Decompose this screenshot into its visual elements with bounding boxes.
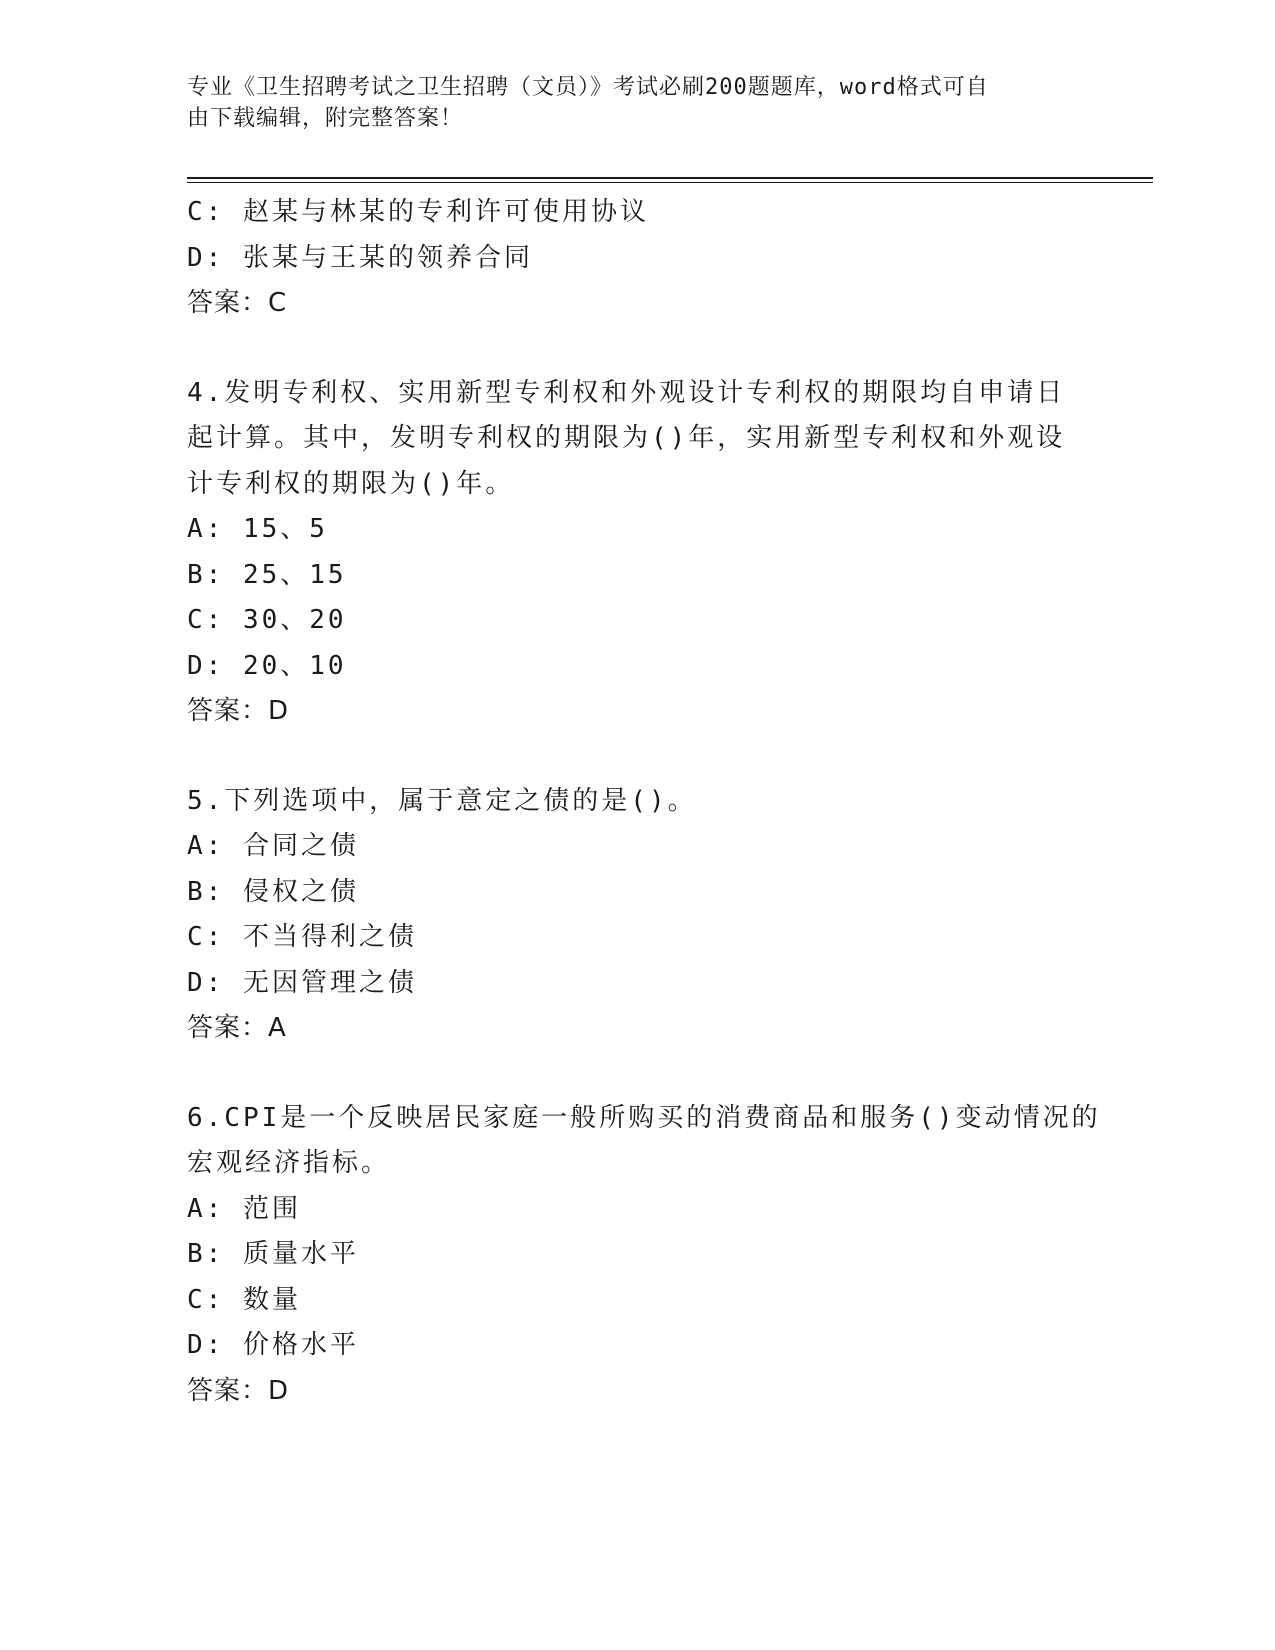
answer-label: 答案：C [187, 288, 288, 318]
option-d: D: 价格水平 [187, 1330, 359, 1360]
document-header [187, 72, 1067, 134]
answer-label: 答案：D [187, 696, 290, 726]
option-c: C: 赵某与林某的专利许可使用协议 [187, 197, 649, 227]
option-a: A: 合同之债 [187, 831, 359, 861]
question-block-4 [187, 371, 1087, 735]
question-block-3 [187, 190, 1087, 327]
option-a: A: 范围 [187, 1193, 301, 1224]
option-b: B: 侵权之债 [187, 876, 359, 907]
question-text-line: 宏观经济指标。 [187, 1148, 391, 1178]
answer-label: 答案：D [187, 1375, 290, 1406]
spacer [187, 735, 1087, 779]
option-c: C: 数量 [187, 1284, 301, 1315]
header-line-1: 专业《卫生招聘考试之卫生招聘（文员）》考试必刷200题题库，word格式可自 [187, 75, 989, 100]
option-d: D: 无因管理之债 [187, 967, 417, 998]
option-d: D: 20、10 [187, 650, 347, 681]
question-text-line: 起计算。其中，发明专利权的期限为()年，实用新型专利权和外观设 [187, 423, 1066, 453]
option-a: A: 15、5 [187, 514, 328, 544]
question-text-line: 6.CPI是一个反映居民家庭一般所购买的消费商品和服务()变动情况的 [187, 1102, 1101, 1133]
question-block-5 [187, 779, 1087, 1052]
spacer [187, 1052, 1087, 1096]
header-divider-thick [187, 177, 1153, 179]
question-text-line: 4.发明专利权、实用新型专利权和外观设计专利权的期限均自申请日 [187, 377, 1066, 408]
question-block-6 [187, 1096, 1101, 1415]
answer-label: 答案：A [187, 1013, 287, 1043]
option-d: D: 张某与王某的领养合同 [187, 242, 533, 273]
option-b: B: 25、15 [187, 559, 347, 590]
option-c: C: 不当得利之债 [187, 922, 417, 952]
spacer [187, 327, 1087, 371]
header-line-2: 由下载编辑，附完整答案！ [187, 106, 464, 131]
question-text-line: 5.下列选项中，属于意定之债的是()。 [187, 785, 697, 816]
question-text-line: 计专利权的期限为()年。 [187, 468, 515, 499]
option-b: B: 质量水平 [187, 1239, 359, 1269]
option-c: C: 30、20 [187, 605, 347, 635]
question-list [187, 190, 1101, 1414]
header-divider-thin [187, 182, 1153, 183]
